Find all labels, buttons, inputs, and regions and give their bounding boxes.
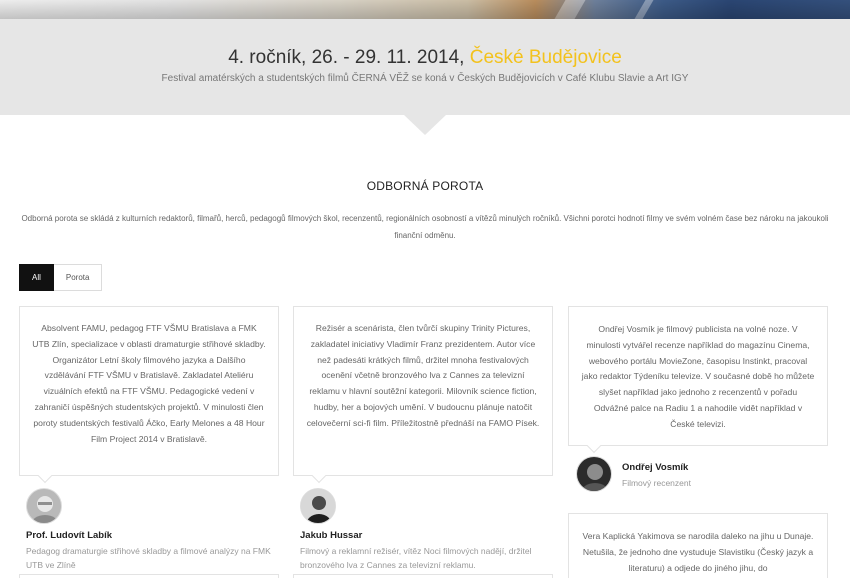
jury-card: [568, 306, 828, 446]
section-heading: ODBORNÁ POROTA: [366, 179, 484, 193]
jury-quote: Absolvent FAMU, pedagog FTF VŠMU Bratislava a FMK UTB Zlín, specializace v oblasti dramaturgie střihové skladby. Organizátor Letní školy filmového jazyka a Dalšího vzdělávání FTF VŠMU v Bratislavě. Zakladatel Ateliéru vizuálních efektů na FTF VŠMU. Pedagogické vedení v zahraničí úspěšných studentských projektů. V minulosti člen poroty studentských festivalů Áčko, Early Melones a 48 Hour Film Project 2014 v Bratislavě.: [32, 323, 266, 444]
jury-quote: Vera Kaplická Yakimova se narodila daleko na jihu u Dunaje. Netušila, že jednoho dne vystuduje Slavistiku (Český jazyk a literaturu) a odjede do jiného jihu, do: [582, 531, 814, 573]
filter-all-button[interactable]: All: [19, 264, 54, 291]
jury-card: [19, 306, 279, 476]
event-title: [0, 47, 850, 69]
jury-quote: Ondřej Vosmík je filmový publicista na volné noze. V minulosti vytvářel recenze například do magazínu Cinema, webového portálu MovieZone, časopisu Instinkt, pracoval jako redaktor Týdeníku televize. V současné době ho můžete slyšet například jako jednoho z recenzentů v pořadu Odvážné palce na Radiu 1 a nahodile vidět například v České televizi.: [581, 324, 815, 429]
jury-name[interactable]: Jakub Hussar: [300, 530, 363, 541]
jury-name[interactable]: Ondřej Vosmík: [622, 462, 689, 473]
jury-card: [293, 574, 553, 578]
event-subtitle: Festival amatérských a studentských filmů ČERNÁ VĚŽ se koná v Českých Budějovicích v Café Klubu Slavie a Art IGY: [161, 73, 689, 84]
jury-card: [293, 306, 553, 476]
jury-quote: Režisér a scenárista, člen tvůrčí skupiny Trinity Pictures, zakladatel iniciativy Vladimír Franz prezidentem. Autor více než padesáti krátkých filmů, držitel mnoha festivalových ocenění včetně bronzového lva z Cannes za televizní reklamu v hlavní soutěžní kategorii. Milovník science fiction, hudby, her a bojových umění. V budoucnu plánuje natočit celovečerní sci-fi film. Příležitostně přednáší na FAMO Písek.: [306, 323, 540, 428]
jury-role: Pedagog dramaturgie střihové skladby a filmové analýzy na FMK UTB ve Zlíně: [26, 546, 271, 570]
avatar: [576, 456, 612, 492]
avatar: [26, 488, 62, 524]
jury-card: [19, 574, 279, 578]
portrait-icon: [301, 489, 336, 524]
jury-name[interactable]: Prof. Ludovít Labík: [26, 530, 113, 541]
filter-bar: [19, 264, 102, 291]
event-title-prefix: 4. ročník, 26. - 29. 11. 2014,: [228, 47, 470, 68]
filter-porota-button[interactable]: Porota: [54, 264, 103, 291]
jury-card: [568, 513, 828, 578]
avatar: [300, 488, 336, 524]
section-description: Odborná porota se skládá z kulturních redaktorů, filmařů, herců, pedagogů filmových škol, recenzentů, regionálních osobností a vítězů minulých ročníků. Všichni porotci hodnotí filmy ve svém volném čase bez nároku na jakoukoli finanční odměnu.: [21, 214, 829, 240]
portrait-icon: [577, 457, 612, 492]
jury-role: Filmový a reklamní režisér, vítěz Noci filmových nadějí, držitel bronzového lva z Cannes za televizní reklamu.: [300, 546, 532, 570]
portrait-icon: [27, 489, 62, 524]
info-band-pointer: [403, 114, 447, 135]
jury-role: Filmový recenzent: [622, 478, 691, 488]
event-city[interactable]: České Budějovice: [469, 47, 622, 68]
header-photo: [0, 0, 850, 19]
